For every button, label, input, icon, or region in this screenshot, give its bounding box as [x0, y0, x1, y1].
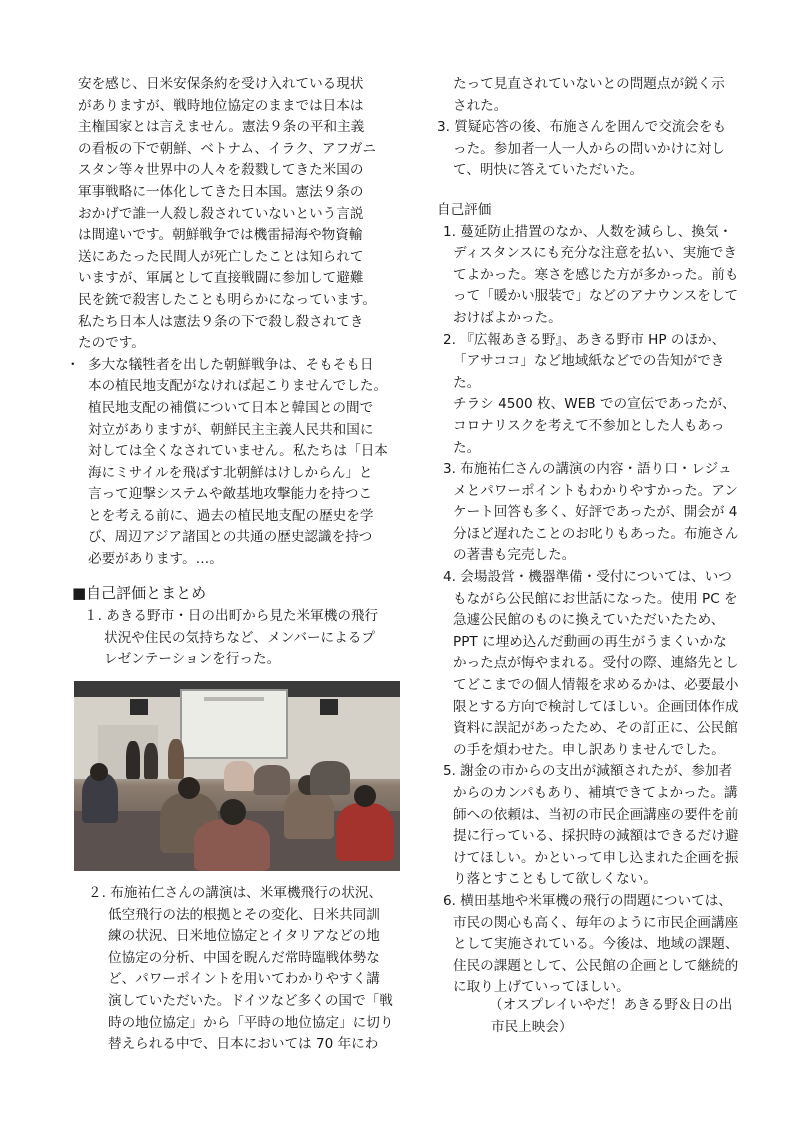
- text-line: って「暖かい服装で」などのアナウンスをして: [453, 288, 739, 305]
- text-line: けてほしい。かといって申し込まれた企画を振: [453, 849, 739, 866]
- text-line: 師への依頼は、当初の市民企画講座の要件を前: [453, 806, 739, 823]
- text-line: レゼンテーションを行った。: [104, 651, 281, 668]
- text-line: された。: [453, 97, 508, 114]
- text-line: たって見直されていないとの問題点が鋭く示: [453, 76, 725, 92]
- text-line: 海にミサイルを飛ばす北朝鮮はけしからん」と: [88, 464, 373, 481]
- text-line: 多大な犠牲者を出した朝鮮戦争は、そもそも日: [88, 356, 374, 373]
- text-line: （オスプレイいやだ！あきる野＆日の出: [489, 997, 733, 1013]
- text-line: 市民の関心も高く、毎年のように市民企画講座: [453, 914, 739, 931]
- bullet-korean-war: [66, 355, 400, 571]
- author-signature: [489, 994, 749, 1038]
- right-column: [437, 74, 749, 999]
- text-line: PPT に埋め込んだ動画の再生がうまくいかな: [453, 633, 727, 650]
- eval-item-1: [437, 222, 749, 330]
- text-line: たのです。: [78, 335, 145, 352]
- text-line: った。参加者一人一人からの問いかけに対し: [453, 140, 725, 157]
- text-line: 3. 質疑応答の後、布施さんを囲んで交流会をも: [437, 119, 727, 136]
- paragraph-us-japan: [78, 74, 400, 355]
- text-line: 2. 『広報あきる野』、あきる野市 HP のほか、: [443, 331, 726, 348]
- text-line: コロナリスクを考えて不参加とした人もあっ: [453, 417, 725, 434]
- text-line: に取り上げていってほしい。: [453, 979, 630, 996]
- bullet-mark: ・: [66, 356, 80, 373]
- text-line: がありますが、戦時地位協定のままでは日本は: [78, 97, 364, 114]
- text-line: 3. 布施祐仁さんの講演の内容・語り口・レジュ: [443, 461, 732, 478]
- text-line: 植民地支配の補償について日本と韓国との間で: [88, 399, 374, 416]
- event-photo: [74, 681, 400, 871]
- text-line: 本の植民地支配がなければ起こりませんでした。: [88, 378, 388, 395]
- text-line: ケート回答も多く、好評であったが、開会が 4: [453, 504, 738, 521]
- text-line: 4. 会場設営・機器準備・受付については、いつ: [443, 569, 732, 586]
- text-line: からのカンパもあり、補填できてよかった。講: [453, 785, 738, 801]
- text-line: もながら公民館にお世話になった。使用 PC を: [453, 590, 738, 607]
- text-line: ディスタンスにも充分な注意を払い、実施でき: [453, 245, 737, 262]
- eval-item-6: [437, 891, 749, 999]
- text-line: おかげで誰一人殺し殺されていないという言説: [78, 205, 364, 222]
- text-line: り落とすこともして欲しくない。: [453, 871, 657, 888]
- text-line: 限とする方向で検討してほしい。企画団体作成: [453, 698, 739, 715]
- self-evaluation-heading: 自己評価: [437, 201, 492, 218]
- text-line: 状況や住民の気持ちなど、メンバーによるプ: [104, 629, 375, 646]
- eval-item-2: [437, 330, 749, 460]
- text-line: 「アサココ」など地域紙などでの告知ができた。: [453, 353, 725, 391]
- text-line: チラシ 4500 枚、WEB での宣伝であったが、: [453, 396, 736, 413]
- text-line: 軍事戦略に一体化してきた日本国。憲法９条の: [78, 183, 364, 200]
- text-line: 5. 謝金の市からの支出が減額されたが、参加者: [443, 763, 733, 780]
- text-line: 低空飛行の法的根拠とその変化、日米共同訓: [108, 906, 380, 923]
- text-line: た。: [453, 439, 481, 456]
- text-line: は間違いです。朝鮮戦争では機雷掃海や物資輸: [78, 227, 363, 244]
- summary-item-2-cont: [437, 74, 749, 117]
- text-line: 主権国家とは言えません。憲法９条の平和主義: [78, 119, 365, 136]
- text-line: メとパワーポイントもわかりやすかった。アン: [453, 482, 738, 499]
- text-line: １. あきる野市・日の出町から見た米軍機の飛行: [84, 608, 379, 625]
- text-line: おけばよかった。: [453, 309, 562, 326]
- text-line: ２. 布施祐仁さんの講演は、米軍機飛行の状況、: [88, 885, 383, 902]
- text-line: 民を銃で殺害したことも明らかになっています。: [78, 291, 376, 308]
- eval-item-5: [437, 761, 749, 891]
- text-line: として実施されている。今後は、地域の課題、: [453, 936, 739, 953]
- text-line: 安を感じ、日米安保条約を受け入れている現状: [78, 76, 364, 92]
- text-line: 提に行っている、採択時の減額はできるだけ避: [453, 828, 739, 845]
- eval-item-3: [437, 459, 749, 567]
- text-line: 分ほど遅れたことのお叱りもあった。布施さん: [453, 525, 739, 542]
- text-line: 必要があります。…。: [88, 551, 223, 568]
- text-line: てよかった。寒さを感じた方が多かった。前も: [453, 266, 739, 283]
- text-line: 市民上映会）: [491, 1019, 573, 1035]
- text-line: いますが、軍属として直接戦闘に参加して避難: [78, 270, 364, 287]
- text-line: 言って迎撃システムや敵基地攻撃能力を持つこ: [88, 486, 373, 503]
- text-line: スタン等々世界中の人々を殺戮してきた米国の: [78, 162, 364, 179]
- text-line: 演していただいた。ドイツなど多くの国で「戦: [108, 993, 393, 1009]
- summary-item-2: [78, 883, 400, 1056]
- text-line: の著書も完売した。: [453, 547, 576, 564]
- text-line: 練の状況、日米地位協定とイタリアなどの地: [108, 928, 380, 945]
- section-heading: ■自己評価とまとめ: [72, 583, 207, 602]
- text-line: 対しては全くなされていません。私たちは「日本: [88, 443, 388, 460]
- text-line: び、周辺アジア諸国との共通の歴史認識を持つ: [88, 529, 373, 546]
- text-line: てどこまでの個人情報を求めるかは、必要最小: [453, 677, 739, 694]
- summary-item-1: [78, 606, 400, 671]
- text-line: とを考える前に、過去の植民地支配の歴史を学: [88, 507, 374, 524]
- summary-item-3: [437, 117, 749, 182]
- text-line: 送にあたった民間人が死亡したことは知られて: [78, 248, 364, 265]
- text-line: の手を煩わせた。申し訳ありませんでした。: [453, 741, 725, 758]
- text-line: 時の地位協定」から「平時の地位協定」に切り: [108, 1014, 394, 1031]
- text-line: 6. 横田基地や米軍機の飛行の問題については、: [443, 892, 732, 909]
- left-column: [66, 74, 400, 1056]
- text-line: て、明快に答えていただいた。: [453, 162, 644, 179]
- text-line: ど、パワーポイントを用いてわかりやすく講: [108, 971, 380, 988]
- text-line: 資料に誤記があったため、その訂正に、公民館: [453, 720, 738, 737]
- text-line: 急遽公民館のものに換えていただいたため、: [453, 612, 725, 629]
- text-line: 1. 蔓延防止措置のなか、人数を減らし、換気・: [443, 223, 733, 240]
- text-line: 私たち日本人は憲法９条の下で殺し殺されてき: [78, 313, 364, 330]
- text-line: の看板の下で朝鮮、ベトナム、イラク、アフガニ: [78, 140, 377, 157]
- text-line: かった点が悔やまれる。受付の際、連絡先とし: [453, 655, 739, 672]
- text-line: 替えられる中で、日本においては 70 年にわ: [108, 1036, 379, 1053]
- eval-item-4: [437, 567, 749, 761]
- text-line: 住民の課題として、公民館の企画として継続的: [453, 957, 739, 974]
- text-line: 対立がありますが、朝鮮民主主義人民共和国に: [88, 421, 374, 438]
- text-line: 位協定の分析、中国を睨んだ常時臨戦体勢な: [108, 949, 380, 966]
